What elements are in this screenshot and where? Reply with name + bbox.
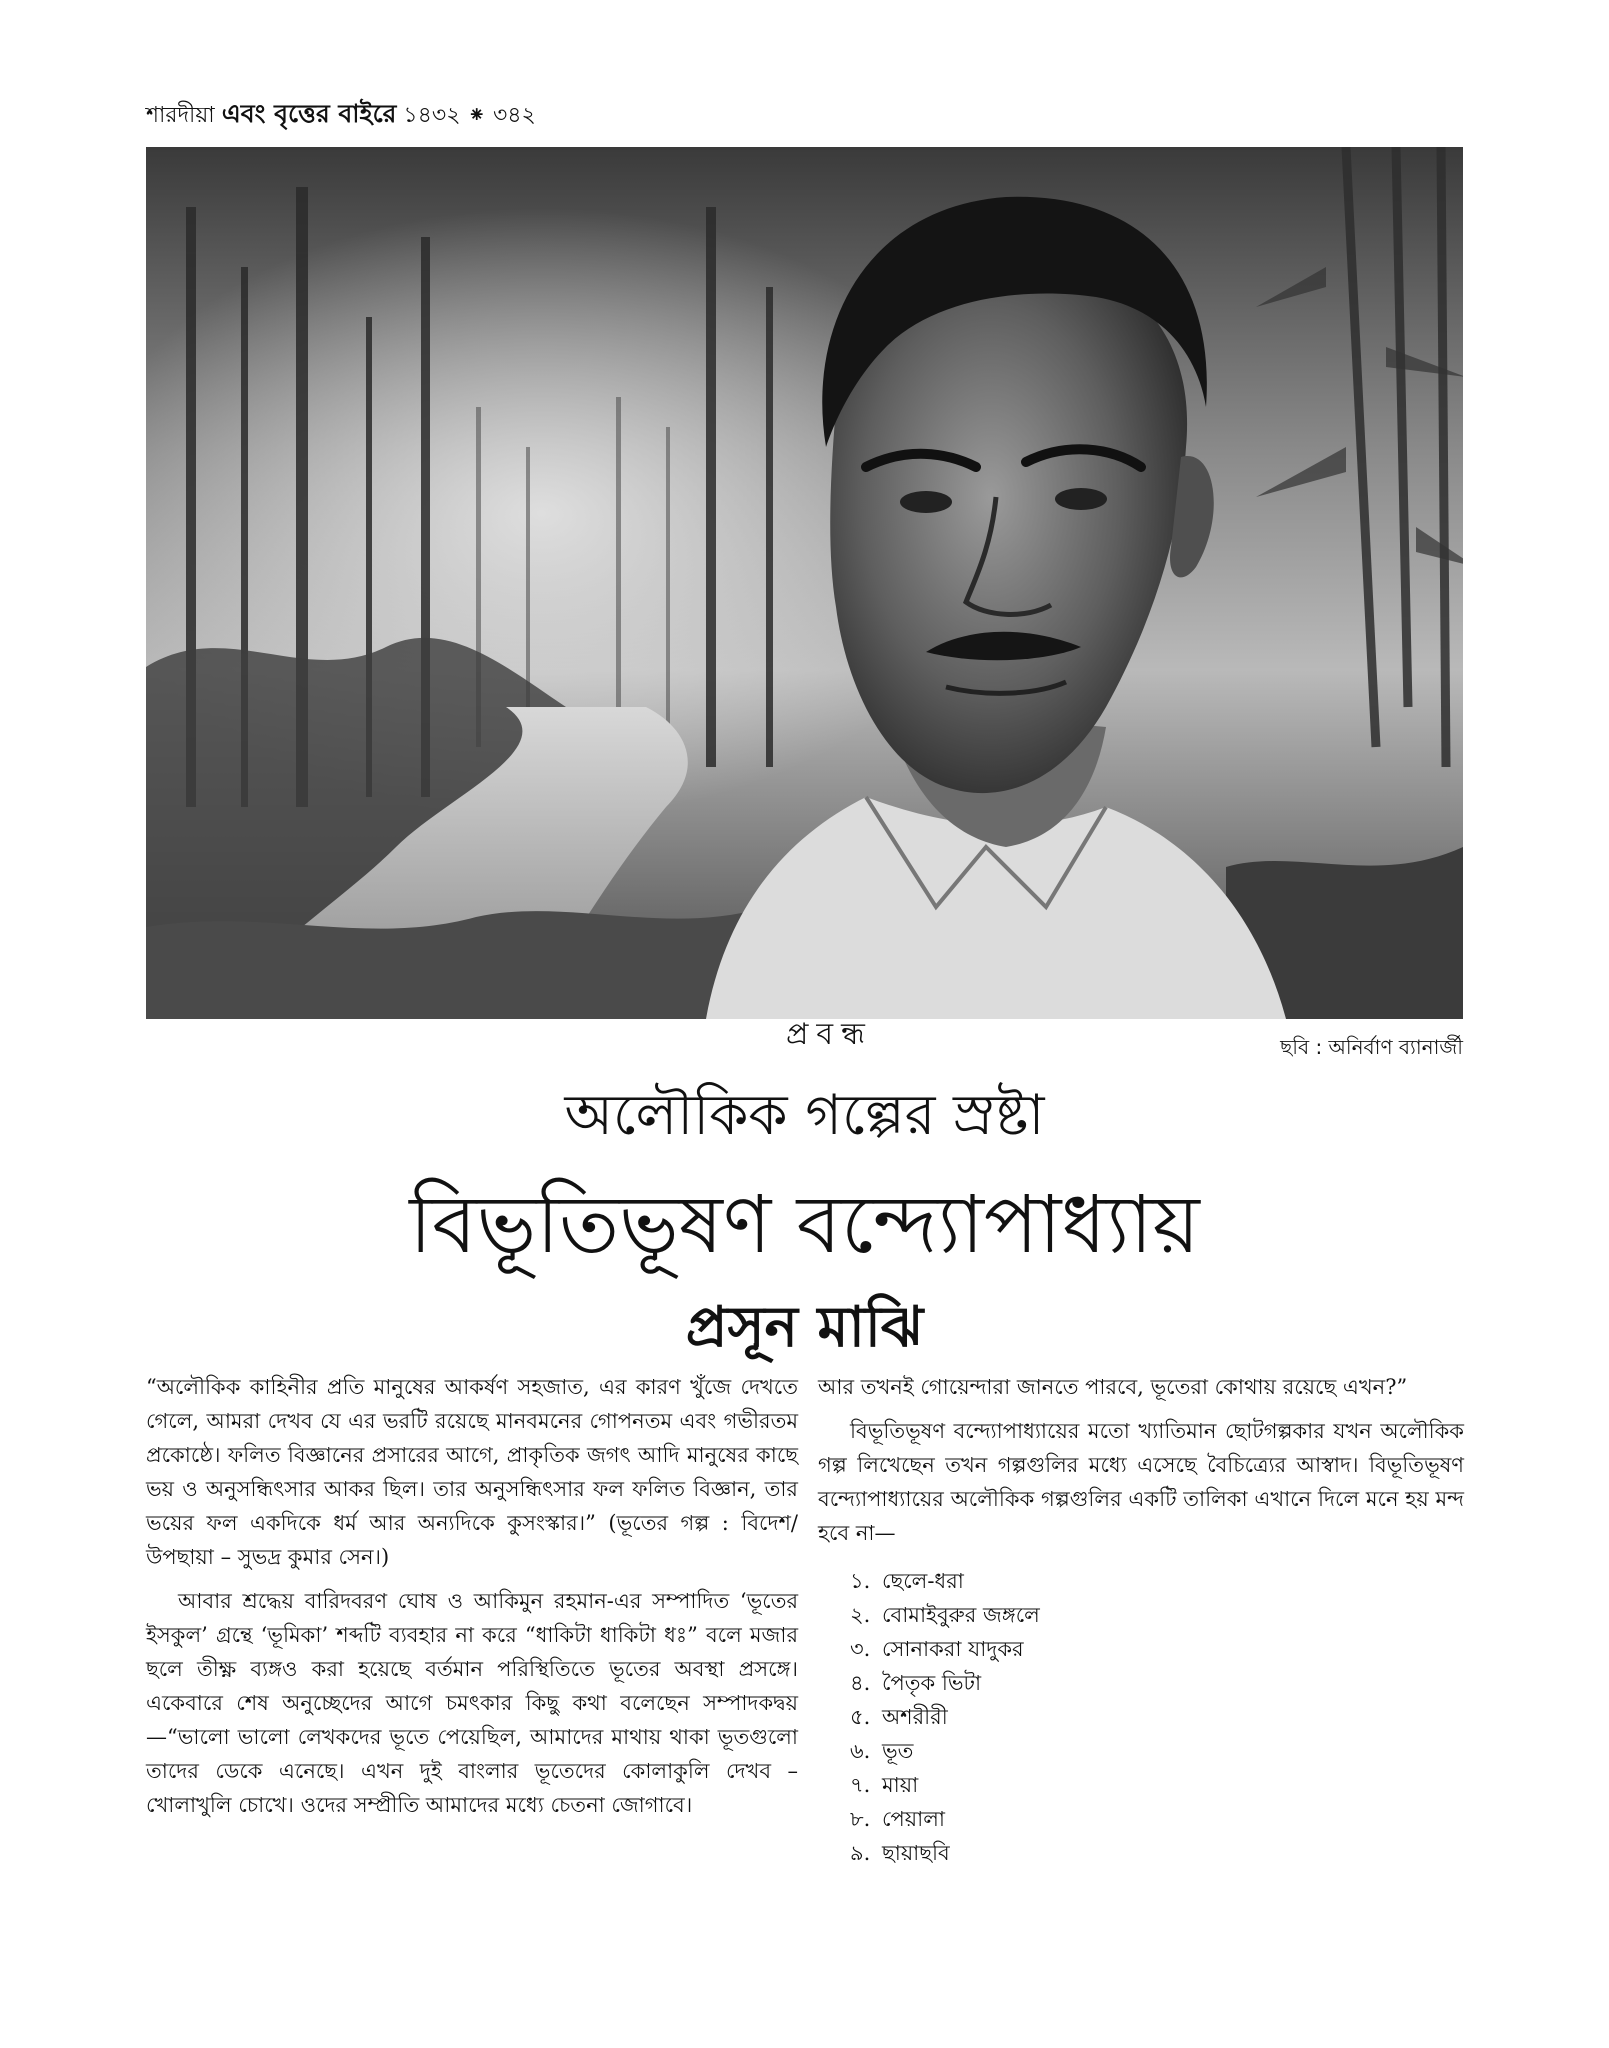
story-list <box>850 1564 1464 1870</box>
list-item <box>850 1666 1464 1700</box>
list-item <box>850 1836 1464 1870</box>
list-item-title: মায়া <box>882 1773 919 1797</box>
list-item <box>850 1734 1464 1768</box>
list-item <box>850 1700 1464 1734</box>
list-item <box>850 1802 1464 1836</box>
list-item <box>850 1768 1464 1802</box>
right-paragraph-1: আর তখনই গোয়েন্দারা জানতে পারবে, ভূতেরা কোথায় রয়েছে এখন?” <box>818 1375 1408 1399</box>
genre-label: প্রবন্ধ <box>786 1017 873 1052</box>
list-item-title: অশরীরী <box>882 1705 948 1729</box>
list-item-number: ৯. <box>850 1841 871 1865</box>
article-title: বিভূতিভূষণ বন্দ্যোপাধ্যায় <box>409 1178 1200 1271</box>
running-head-magazine: এবং বৃত্তের বাইরে <box>221 99 397 128</box>
list-item-title: ছেলে-ধরা <box>882 1569 964 1593</box>
portrait-sketch-icon <box>146 147 1463 1019</box>
list-item-title: বোমাইবুরুর জঙ্গলে <box>882 1603 1040 1627</box>
list-item-title: ভূত <box>882 1739 914 1763</box>
article-subtitle: অলৌকিক গল্পের স্রষ্টা <box>564 1083 1045 1148</box>
list-item-title: পৈতৃক ভিটা <box>882 1671 982 1695</box>
list-item <box>850 1598 1464 1632</box>
right-paragraph-2: বিভূতিভূষণ বন্দ্যোপাধ্যায়ের মতো খ্যাতিমান ছোটগল্পকার যখন অলৌকিক গল্প লিখেছেন তখন গল্পগুলির মধ্যে এসেছে বৈচিত্র্যের আস্বাদ। বিভূতিভূষণ বন্দ্যোপাধ্যায়ের অলৌকিক গল্পগুলির একটি তালিকা এখানে দিলে মনে হয় মন্দ হবে না— <box>818 1419 1464 1545</box>
list-item-number: ৩. <box>850 1637 871 1661</box>
list-item <box>850 1632 1464 1666</box>
list-item-number: ১. <box>850 1569 871 1593</box>
list-item-title: ছায়াছবি <box>882 1841 950 1865</box>
portrait-illustration <box>146 147 1463 1019</box>
list-item-number: ৮. <box>850 1807 871 1831</box>
left-paragraph-1: “অলৌকিক কাহিনীর প্রতি মানুষের আকর্ষণ সহজাত, এর কারণ খুঁজে দেখতে গেলে, আমরা দেখব যে এর ভরটি রয়েছে মানবমনের গোপনতম এবং গভীরতম প্রকোষ্ঠে। ফলিত বিজ্ঞানের প্রসারের আগে, প্রাকৃতিক জগৎ আদি মানুষের কাছে ভয় ও অনুসন্ধিৎসার আকর ছিল। তার অনুসন্ধিৎসার ফল ফলিত বিজ্ঞান, তার ভয়ের ফল একদিকে ধর্ম আর অন্যদিকে কুসংস্কার।” (ভূতের গল্প : বিদেশ/ উপছায়া – সুভদ্র কুমার সেন।) <box>146 1375 798 1569</box>
left-paragraph-2: আবার শ্রদ্ধেয় বারিদবরণ ঘোষ ও আকিমুন রহমান-এর সম্পাদিত ‘ভূতের ইসকুল’ গ্রন্থে ‘ভূমিকা’ শব্দটি ব্যবহার না করে “ধাকিটা ধাকিটা ধঃ” বলে মজার ছলে তীক্ষ্ণ ব্যঙ্গও করা হয়েছে বর্তমান পরিস্থিতিতে ভূতের অবস্থা প্রসঙ্গে। একেবারে শেষ অনুচ্ছেদের আগে চমৎকার কিছু কথা বলেছেন সম্পাদকদ্বয়—“ভালো ভালো লেখকদের ভূতে পেয়েছিল, আমাদের মাথায় থাকা ভূতগুলো তাদের ডেকে এনেছে। এখন দুই বাংলার ভূতেদের কোলাকুলি দেখব – খোলাখুলি চোখে। ওদের সম্প্রীতি আমাদের মধ্যে চেতনা জোগাবে। <box>146 1589 798 1817</box>
illustration-credit: ছবি : অনির্বাণ ব্যানার্জী <box>1280 1035 1463 1059</box>
list-item-title: পেয়ালা <box>882 1807 945 1831</box>
running-head-prefix: শারদীয়া <box>146 103 215 128</box>
list-item-number: ৫. <box>850 1705 871 1729</box>
running-head <box>146 94 536 137</box>
list-item-number: ৪. <box>850 1671 871 1695</box>
right-column <box>818 1370 1464 1870</box>
article-author: প্রসূন মাঝি <box>685 1295 924 1360</box>
list-item-title: সোনাকরা যাদুকর <box>882 1637 1024 1661</box>
list-item <box>850 1564 1464 1598</box>
running-head-page: ১৪৩২ ⁕ ৩৪২ <box>403 103 536 128</box>
list-item-number: ২. <box>850 1603 871 1627</box>
left-column <box>146 1370 798 1832</box>
list-item-number: ৭. <box>850 1773 871 1797</box>
list-item-number: ৬. <box>850 1739 871 1763</box>
